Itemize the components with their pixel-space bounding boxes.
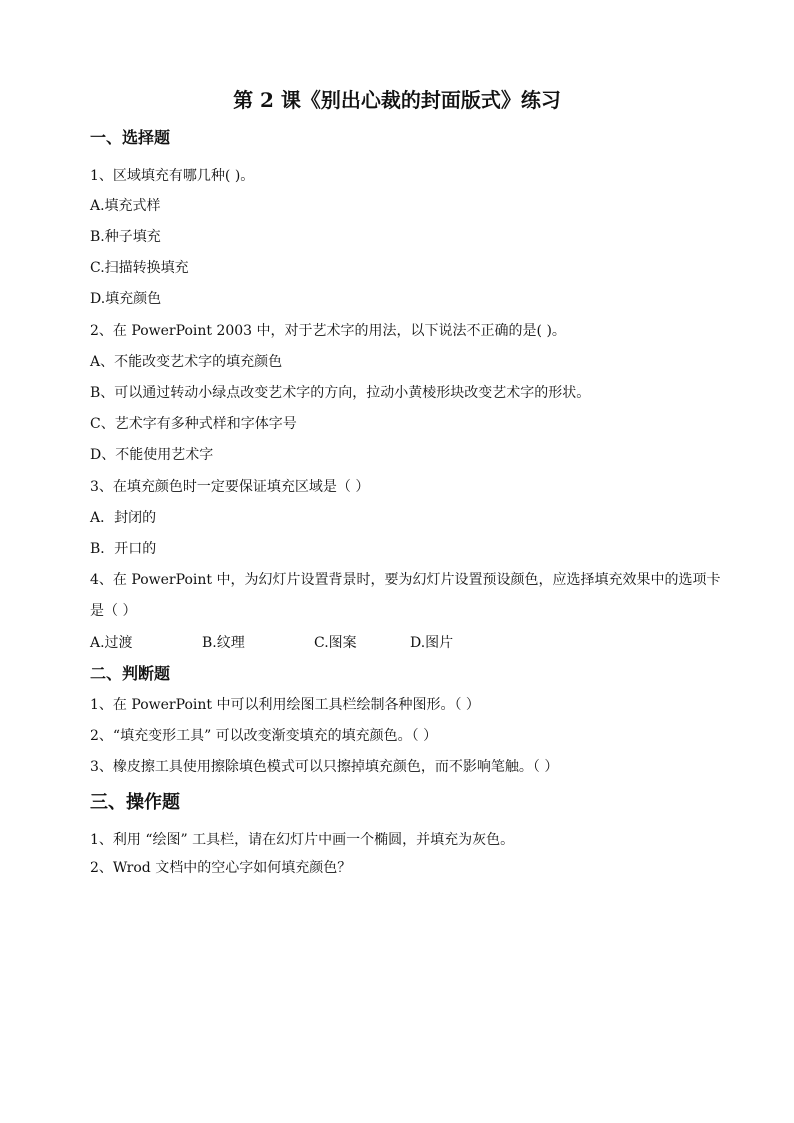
question-1-option-d: D.填充颜色 [90,291,162,307]
judgment-item-1: 1、在 PowerPoint 中可以利用绘图工具栏绘制各种图形。（ ） [90,697,480,713]
question-4-option-d: D.图片 [410,635,454,651]
question-1-stem: 1、区域填充有哪几种( )。 [90,168,255,184]
operation-item-1: 1、利用 “绘图” 工具栏，请在幻灯片中画一个椭圆，并填充为灰色。 [90,832,515,848]
question-1-option-c: C.扫描转换填充 [90,260,189,276]
question-2-option-b: B、可以通过转动小绿点改变艺术字的方向，拉动小黄棱形块改变艺术字的形状。 [90,385,591,401]
judgment-item-2: 2、“填充变形工具” 可以改变渐变填充的填充颜色。（ ） [90,728,438,744]
section-heading-operation: 三、操作题 [90,792,180,813]
question-1-option-a: A.填充式样 [90,198,161,214]
question-1-option-b: B.种子填充 [90,229,161,245]
question-2-option-c: C、艺术字有多种式样和字体字号 [90,416,297,432]
question-2-option-a: A、不能改变艺术字的填充颜色 [90,354,283,370]
question-4-option-b: B.纹理 [202,635,245,651]
question-2-stem: 2、在 PowerPoint 2003 中，对于艺术字的用法，以下说法不正确的是( )。 [90,323,566,339]
question-3-option-b: B．开口的 [90,541,157,557]
question-4-option-a: A.过渡 [90,635,133,651]
section-heading-judgment: 二、判断题 [90,664,171,683]
document-title: 第 2 课《别出心裁的封面版式》练习 [233,88,561,112]
question-3-option-a: A．封闭的 [90,510,157,526]
section-heading-choice: 一、选择题 [90,128,171,147]
operation-item-2: 2、Wrod 文档中的空心字如何填充颜色？ [90,860,352,876]
judgment-item-3: 3、橡皮擦工具使用擦除填色模式可以只擦掉填充颜色，而不影响笔触。（ ） [90,759,559,775]
question-4-stem-line-1: 4、在 PowerPoint 中，为幻灯片设置背景时，要为幻灯片设置预设颜色，应选择填充效果中的选项卡 [90,572,721,588]
question-4-stem-line-2: 是（ ） [90,603,137,619]
question-2-option-d: D、不能使用艺术字 [90,447,214,463]
question-4-option-c: C.图案 [314,635,357,651]
question-3-stem: 3、在填充颜色时一定要保证填充区域是（ ） [90,479,370,495]
